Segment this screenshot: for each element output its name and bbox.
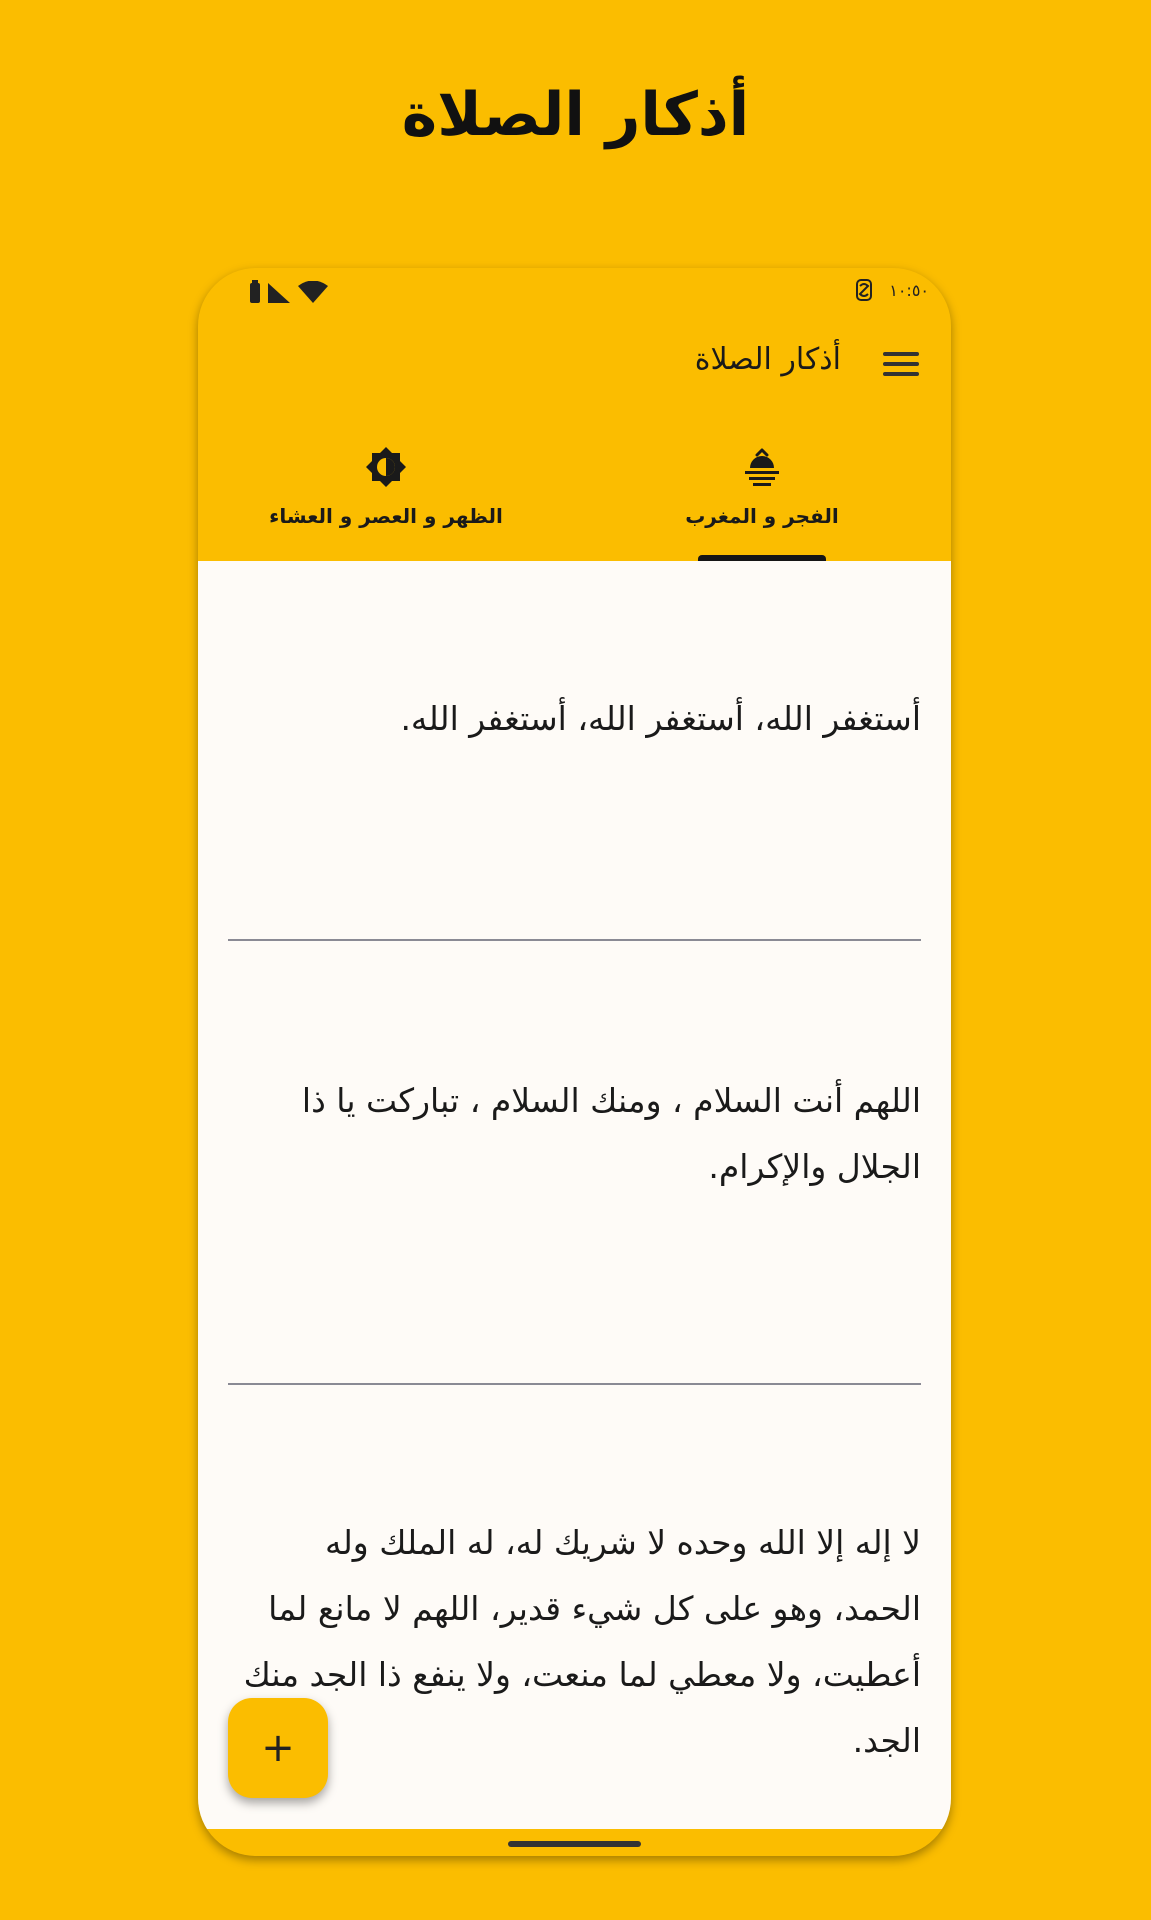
menu-icon[interactable]: [883, 352, 919, 382]
phone-frame: [198, 268, 951, 1856]
list-item: اللهم أنت السلام ، ومنك السلام ، تباركت يا ذا الجلال والإكرام.: [301, 1081, 921, 1186]
app-bar-title: أذكار الصلاة: [694, 342, 841, 377]
promo-title: أذكار الصلاة: [401, 80, 750, 150]
sim-icon: [855, 278, 873, 302]
list-item: أستغفر الله، أستغفر الله، أستغفر الله.: [400, 699, 921, 738]
add-button[interactable]: [228, 1698, 328, 1798]
wifi-icon: [298, 281, 328, 303]
sunrise-icon: [739, 444, 785, 490]
tab-label: الظهر و العصر و العشاء: [269, 504, 503, 528]
list-item: لا إله إلا الله وحده لا شريك له، له الملك وله الحمد، وهو على كل شيء قدير، اللهم لا مانع لما أعطيت، ولا معطي لما منعت، ولا ينفع ذا الجد منك الجد.: [243, 1523, 921, 1760]
tab-bar: [198, 430, 951, 561]
status-icons: [248, 280, 328, 304]
status-bar: [198, 268, 951, 316]
home-indicator[interactable]: [508, 1841, 641, 1847]
status-right: [855, 278, 929, 302]
tab-label: الفجر و المغرب: [685, 504, 839, 528]
signal-icon: [268, 281, 292, 303]
add-icon: +: [261, 1725, 295, 1771]
divider: [228, 939, 921, 941]
battery-icon: [248, 280, 262, 304]
adhkar-list[interactable]: [198, 561, 951, 1829]
clock: ١٠:٥٠: [889, 280, 929, 300]
tab-dhuhr-asr-isha[interactable]: [198, 430, 574, 561]
divider: [228, 1383, 921, 1385]
app-bar: [198, 316, 951, 420]
tab-fajr-maghrib[interactable]: [574, 430, 950, 561]
brightness-icon: [363, 444, 409, 490]
